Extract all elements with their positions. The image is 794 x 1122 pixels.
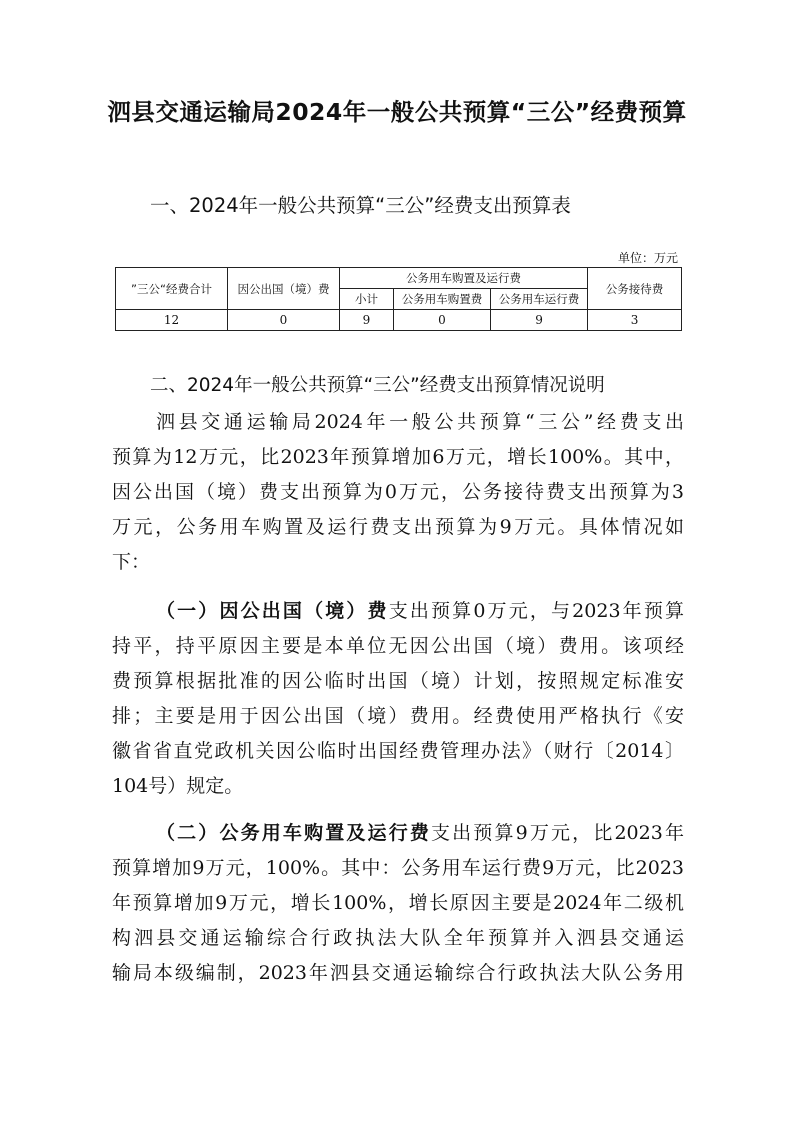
paragraph-lead: （二）公务用车购置及运行费 bbox=[156, 822, 431, 844]
paragraph-line: 泗县交通运输局2024年一般公共预算“三公”经费支出 bbox=[156, 411, 684, 433]
paragraph-text: 支出预算0万元，与2023年预算 bbox=[388, 600, 684, 622]
paragraph-line: 年预算增加9万元，增长100%，增长原因主要是2024年二级机 bbox=[112, 892, 684, 914]
cell-abroad: 0 bbox=[228, 310, 340, 331]
paragraph-line: 持平，持平原因主要是本单位无因公出国（境）费用。该项经 bbox=[112, 635, 684, 657]
paragraph-text: 支出预算9万元，比2023年 bbox=[431, 822, 684, 844]
paragraph-line: 徽省省直党政机关因公临时出国经费管理办法》（财行〔2014〕 bbox=[112, 740, 684, 762]
paragraph-line: 万元，公务用车购置及运行费支出预算为9万元。具体情况如 bbox=[112, 516, 684, 538]
header-abroad: 因公出国（境）费 bbox=[228, 268, 340, 310]
section-1-heading: 一、2024年一般公共预算“三公”经费支出预算表 bbox=[150, 194, 571, 217]
table-header-row bbox=[116, 268, 682, 289]
header-subtotal: 小计 bbox=[340, 289, 394, 310]
header-vehicle-purchase: 公务用车购置费 bbox=[394, 289, 491, 310]
cell-vehicle-purchase: 0 bbox=[394, 310, 491, 331]
cell-vehicle-operation: 9 bbox=[491, 310, 588, 331]
paragraph-line: 构泗县交通运输综合行政执法大队全年预算并入泗县交通运 bbox=[112, 927, 684, 949]
paragraph-lead: （一）因公出国（境）费 bbox=[156, 600, 389, 622]
paragraph-line: 104号）规定。 bbox=[112, 775, 244, 797]
page-title: 泗县交通运输局2024年一般公共预算“三公”经费预算 bbox=[107, 98, 687, 126]
cell-subtotal: 9 bbox=[340, 310, 394, 331]
paragraph-line bbox=[112, 816, 684, 851]
table-row bbox=[116, 310, 682, 331]
paragraph-vehicle bbox=[112, 816, 684, 991]
header-reception: 公务接待费 bbox=[588, 268, 682, 310]
paragraph-line: 输局本级编制，2023年泗县交通运输综合行政执法大队公务用 bbox=[112, 962, 684, 984]
paragraph-abroad bbox=[112, 594, 684, 804]
cell-reception: 3 bbox=[588, 310, 682, 331]
section-2-heading: 二、2024年一般公共预算“三公”经费支出预算情况说明 bbox=[150, 375, 605, 396]
paragraph-line: 费预算根据批准的因公临时出国（境）计划，按照规定标准安 bbox=[112, 670, 684, 692]
paragraph-line bbox=[112, 594, 684, 629]
paragraph-line: 下： bbox=[112, 551, 151, 573]
paragraph-summary bbox=[112, 405, 684, 580]
header-vehicle-operation: 公务用车运行费 bbox=[491, 289, 588, 310]
header-total: ”三公“经费合计 bbox=[116, 268, 228, 310]
paragraph-line: 预算为12万元，比2023年预算增加6万元，增长100%。其中， bbox=[112, 446, 684, 468]
paragraph-line: 预算增加9万元，100%。其中：公务用车运行费9万元，比2023 bbox=[112, 857, 684, 879]
paragraph-line: 因公出国（境）费支出预算为0万元，公务接待费支出预算为3 bbox=[112, 481, 684, 503]
header-vehicle-group: 公务用车购置及运行费 bbox=[340, 268, 588, 289]
paragraph-line: 排；主要是用于因公出国（境）费用。经费使用严格执行《安 bbox=[112, 705, 684, 727]
cell-total: 12 bbox=[116, 310, 228, 331]
unit-label: 单位：万元 bbox=[617, 251, 678, 265]
budget-table bbox=[115, 267, 682, 331]
